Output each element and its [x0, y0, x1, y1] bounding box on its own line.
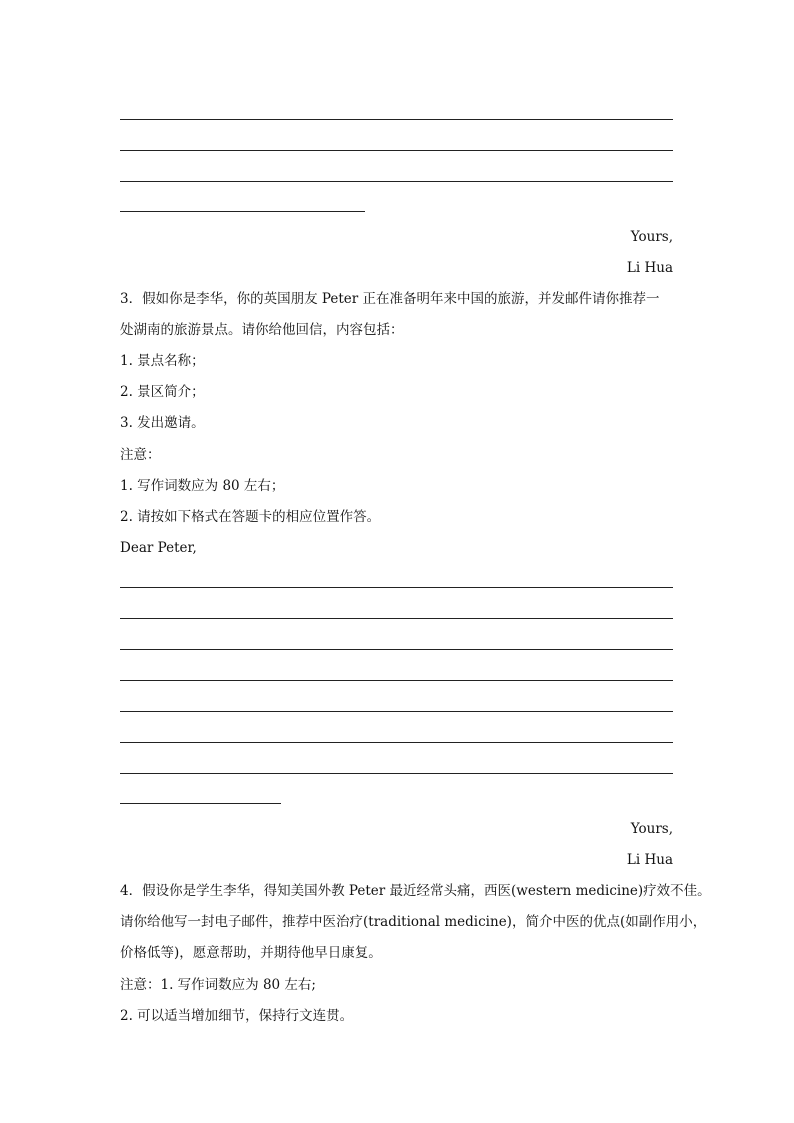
q3-intro-line1: 3．假如你是李华，你的英国朋友 Peter 正在准备明年来中国的旅游，并发邮件请你推荐一 [120, 291, 660, 307]
answer-line-short [120, 211, 365, 212]
answer-line [120, 711, 673, 712]
q3-signature: Li Hua [626, 852, 673, 868]
answer-line [120, 649, 673, 650]
closing-yours: Yours, [630, 229, 673, 245]
q3-item-1: 1. 景点名称； [120, 353, 205, 369]
answer-line [120, 181, 673, 182]
q3-note-1: 1. 写作词数应为 80 左右； [120, 478, 285, 494]
q4-intro-line1: 4．假设你是学生李华，得知美国外教 Peter 最近经常头痛，西医(western medicine)疗效不佳。 [120, 883, 711, 899]
q3-note-2: 2. 请按如下格式在答题卡的相应位置作答。 [120, 509, 381, 525]
answer-line [120, 150, 673, 151]
answer-line [120, 680, 673, 681]
q3-salutation: Dear Peter, [120, 540, 197, 556]
q3-closing-yours: Yours, [630, 821, 673, 837]
q3-item-2: 2. 景区简介； [120, 384, 205, 400]
q4-intro-line3: 价格低等)，愿意帮助，并期待他早日康复。 [120, 945, 382, 961]
answer-line [120, 742, 673, 743]
q4-note-1: 注意：1. 写作词数应为 80 左右; [120, 977, 316, 993]
signature-li-hua: Li Hua [626, 260, 673, 276]
answer-line [120, 587, 673, 588]
answer-line [120, 119, 673, 120]
q4-note-2: 2. 可以适当增加细节，保持行文连贯。 [120, 1008, 354, 1024]
q3-item-3: 3. 发出邀请。 [120, 415, 205, 431]
answer-line-short [120, 803, 281, 804]
answer-line [120, 618, 673, 619]
q4-intro-line2: 请你给他写一封电子邮件，推荐中医治疗(traditional medicine)，简介中医的优点(如副作用小， [120, 914, 707, 930]
q3-intro-line2: 处湖南的旅游景点。请你给他回信，内容包括： [120, 322, 404, 338]
q3-note-label: 注意： [120, 447, 161, 463]
answer-line [120, 773, 673, 774]
